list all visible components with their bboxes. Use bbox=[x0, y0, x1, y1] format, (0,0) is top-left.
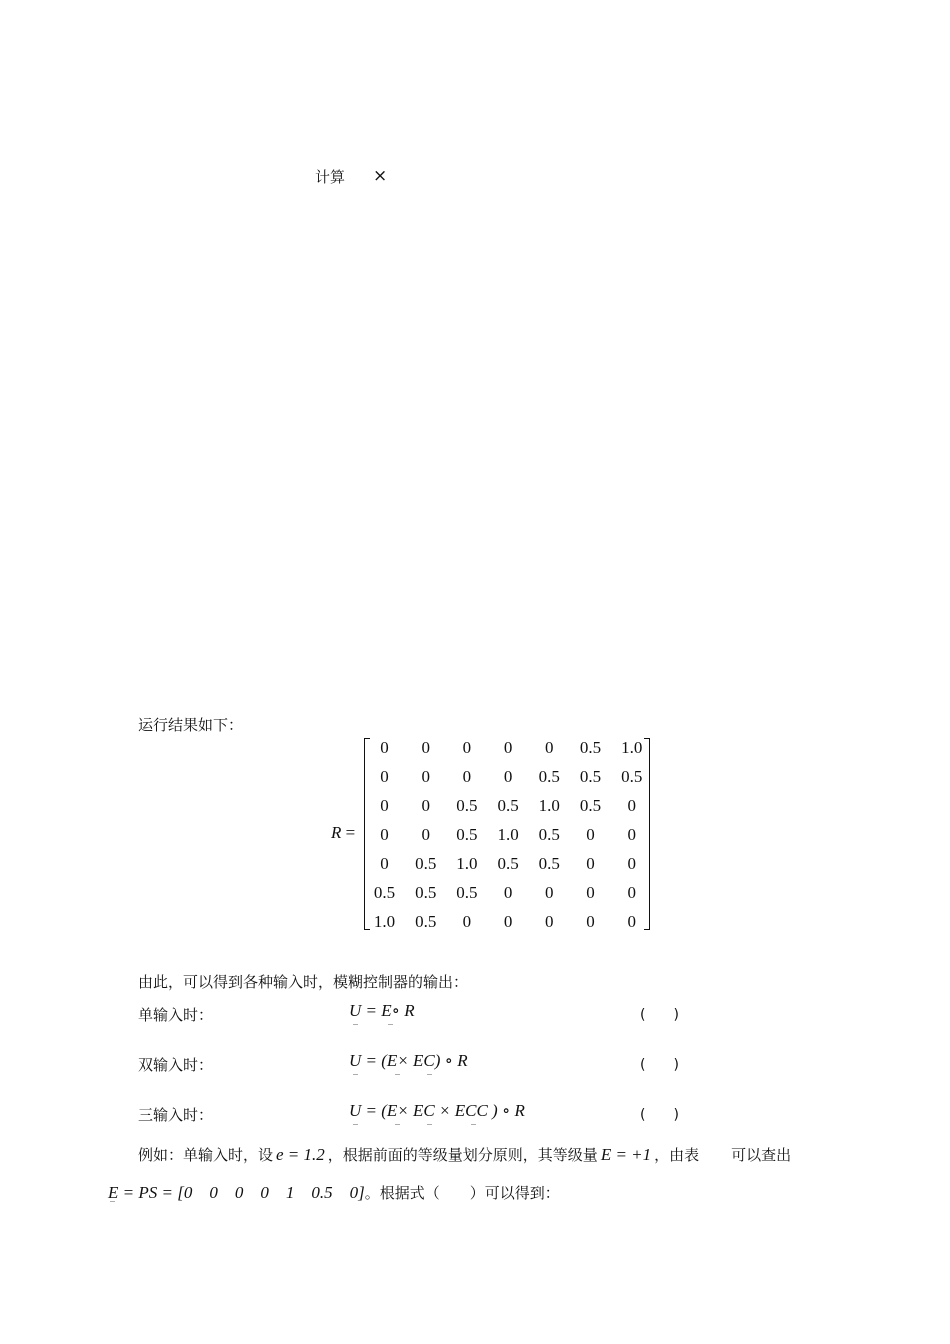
matrix-cell: 0 bbox=[586, 854, 595, 873]
formula-2 bbox=[349, 1051, 468, 1071]
formula-2-underbar-e: ‾ bbox=[395, 1074, 400, 1085]
formula-3-underbar-e: ‾ bbox=[395, 1124, 400, 1135]
matrix-cell: 0 bbox=[503, 767, 513, 786]
example-text-3: ，由表 bbox=[654, 1146, 700, 1164]
example-text-4: 可以查出 bbox=[731, 1146, 792, 1164]
matrix-cell: 0 bbox=[627, 796, 636, 815]
example-vector: E = PS = [0 0 0 0 1 0.5 0] bbox=[108, 1183, 365, 1202]
matrix-cell: 0 bbox=[503, 912, 513, 931]
formula-2-underbar-u: ‾ bbox=[353, 1074, 358, 1085]
formula-1-underbar-e: ‾ bbox=[388, 1024, 393, 1035]
matrix-cell: 0.5 bbox=[579, 767, 602, 786]
matrix-cell: 0.5 bbox=[415, 854, 437, 873]
matrix-cell: 1.0 bbox=[456, 854, 478, 873]
matrix-cell: 0 bbox=[421, 767, 430, 786]
output-intro: 由此，可以得到各种输入时，模糊控制器的输出： bbox=[138, 973, 469, 991]
matrix-equals: = bbox=[345, 823, 356, 842]
matrix-cell: 0 bbox=[586, 825, 595, 844]
matrix-cell: 0.5 bbox=[497, 796, 519, 815]
formula-1-label: 单输入时： bbox=[138, 1006, 214, 1024]
close-symbol: × bbox=[373, 166, 388, 186]
formula-2-underbar-ec: ‾ bbox=[427, 1074, 432, 1085]
matrix-cell: 0 bbox=[380, 738, 389, 757]
matrix-cell: 0 bbox=[545, 912, 554, 931]
matrix-cell: 0 bbox=[462, 738, 472, 757]
matrix-cell: 0 bbox=[380, 796, 389, 815]
formula-3-underbar-ec: ‾ bbox=[427, 1124, 432, 1135]
formula-3-eq-number: ( ) bbox=[640, 1107, 679, 1123]
formula-3 bbox=[349, 1101, 525, 1121]
matrix-cell: 0.5 bbox=[621, 767, 643, 786]
matrix-cell: 0 bbox=[627, 854, 636, 873]
matrix-cell: 0 bbox=[586, 883, 595, 902]
formula-1-rhs: = E∘ R bbox=[365, 1001, 415, 1020]
example-text-2: ，根据前面的等级量划分原则，其等级量 bbox=[327, 1146, 598, 1164]
matrix-cell: 0 bbox=[627, 883, 636, 902]
matrix-cell: 0.5 bbox=[538, 854, 560, 873]
matrix-label bbox=[331, 823, 355, 843]
matrix-cell: 0.5 bbox=[497, 854, 519, 873]
formula-1-lhs: U bbox=[349, 1001, 362, 1020]
matrix-cell: 0.5 bbox=[415, 883, 437, 902]
matrix-cell: 0 bbox=[462, 767, 472, 786]
example-text-5: 。根据式（ ）可以得到： bbox=[364, 1184, 560, 1202]
formula-1-underbar-u: ‾ bbox=[353, 1024, 358, 1035]
matrix-cell: 1.0 bbox=[538, 796, 560, 815]
matrix-cell: 1.0 bbox=[373, 912, 396, 931]
example-line-2 bbox=[108, 1178, 560, 1203]
formula-2-eq-number: ( ) bbox=[640, 1057, 679, 1073]
matrix-cell: 0.5 bbox=[579, 796, 602, 815]
matrix-cell: 0.5 bbox=[456, 883, 478, 902]
relation-matrix bbox=[364, 734, 650, 934]
matrix-cell: 0 bbox=[462, 912, 472, 931]
formula-3-underbar-ecc: ‾ bbox=[471, 1124, 476, 1135]
matrix-cell: 0.5 bbox=[456, 825, 478, 844]
formula-2-label: 双输入时： bbox=[138, 1056, 214, 1074]
matrix-cell: 0.5 bbox=[538, 767, 560, 786]
matrix-cell: 0 bbox=[503, 738, 513, 757]
matrix-cell: 1.0 bbox=[497, 825, 519, 844]
matrix-cell: 0 bbox=[627, 825, 636, 844]
example-line-1 bbox=[138, 1144, 791, 1165]
matrix-cell: 1.0 bbox=[621, 738, 643, 757]
formula-1 bbox=[349, 1001, 415, 1021]
matrix-cell: 0 bbox=[503, 883, 513, 902]
results-intro: 运行结果如下： bbox=[138, 716, 244, 734]
matrix-cell: 0 bbox=[421, 825, 430, 844]
matrix-cell: 0 bbox=[421, 738, 430, 757]
matrix-cell: 0 bbox=[545, 883, 554, 902]
matrix-cell: 0 bbox=[421, 796, 430, 815]
matrix-cell: 0.5 bbox=[415, 912, 437, 931]
header-label: 计算 bbox=[315, 168, 346, 186]
formula-3-underbar-u: ‾ bbox=[353, 1124, 358, 1135]
formula-1-eq-number: ( ) bbox=[640, 1007, 679, 1023]
matrix-cell: 0 bbox=[586, 912, 595, 931]
matrix-cell: 0 bbox=[545, 738, 554, 757]
matrix-cell: 0 bbox=[380, 854, 389, 873]
matrix-cell: 0.5 bbox=[373, 883, 396, 902]
example-underbar-e: ‾ bbox=[110, 1201, 115, 1212]
formula-3-label: 三输入时： bbox=[138, 1106, 214, 1124]
formula-3-rhs: = (E× EC × ECC ) ∘ R bbox=[365, 1101, 525, 1120]
matrix-cell: 0 bbox=[380, 767, 389, 786]
matrix-cell: 0.5 bbox=[579, 738, 602, 757]
matrix-name: R bbox=[331, 823, 342, 842]
formula-2-lhs: U bbox=[349, 1051, 362, 1070]
matrix-cell: 0 bbox=[627, 912, 636, 931]
formula-2-rhs: = (E× EC) ∘ R bbox=[365, 1051, 468, 1070]
example-text-1: 例如：单输入时，设 bbox=[138, 1146, 274, 1164]
matrix-cell: 0 bbox=[380, 825, 389, 844]
example-e-value: e = 1.2 bbox=[276, 1145, 325, 1164]
matrix-cell: 0.5 bbox=[538, 825, 560, 844]
matrix-cell: 0.5 bbox=[456, 796, 478, 815]
example-level-value: E = +1 bbox=[600, 1145, 652, 1164]
formula-3-lhs: U bbox=[349, 1101, 362, 1120]
